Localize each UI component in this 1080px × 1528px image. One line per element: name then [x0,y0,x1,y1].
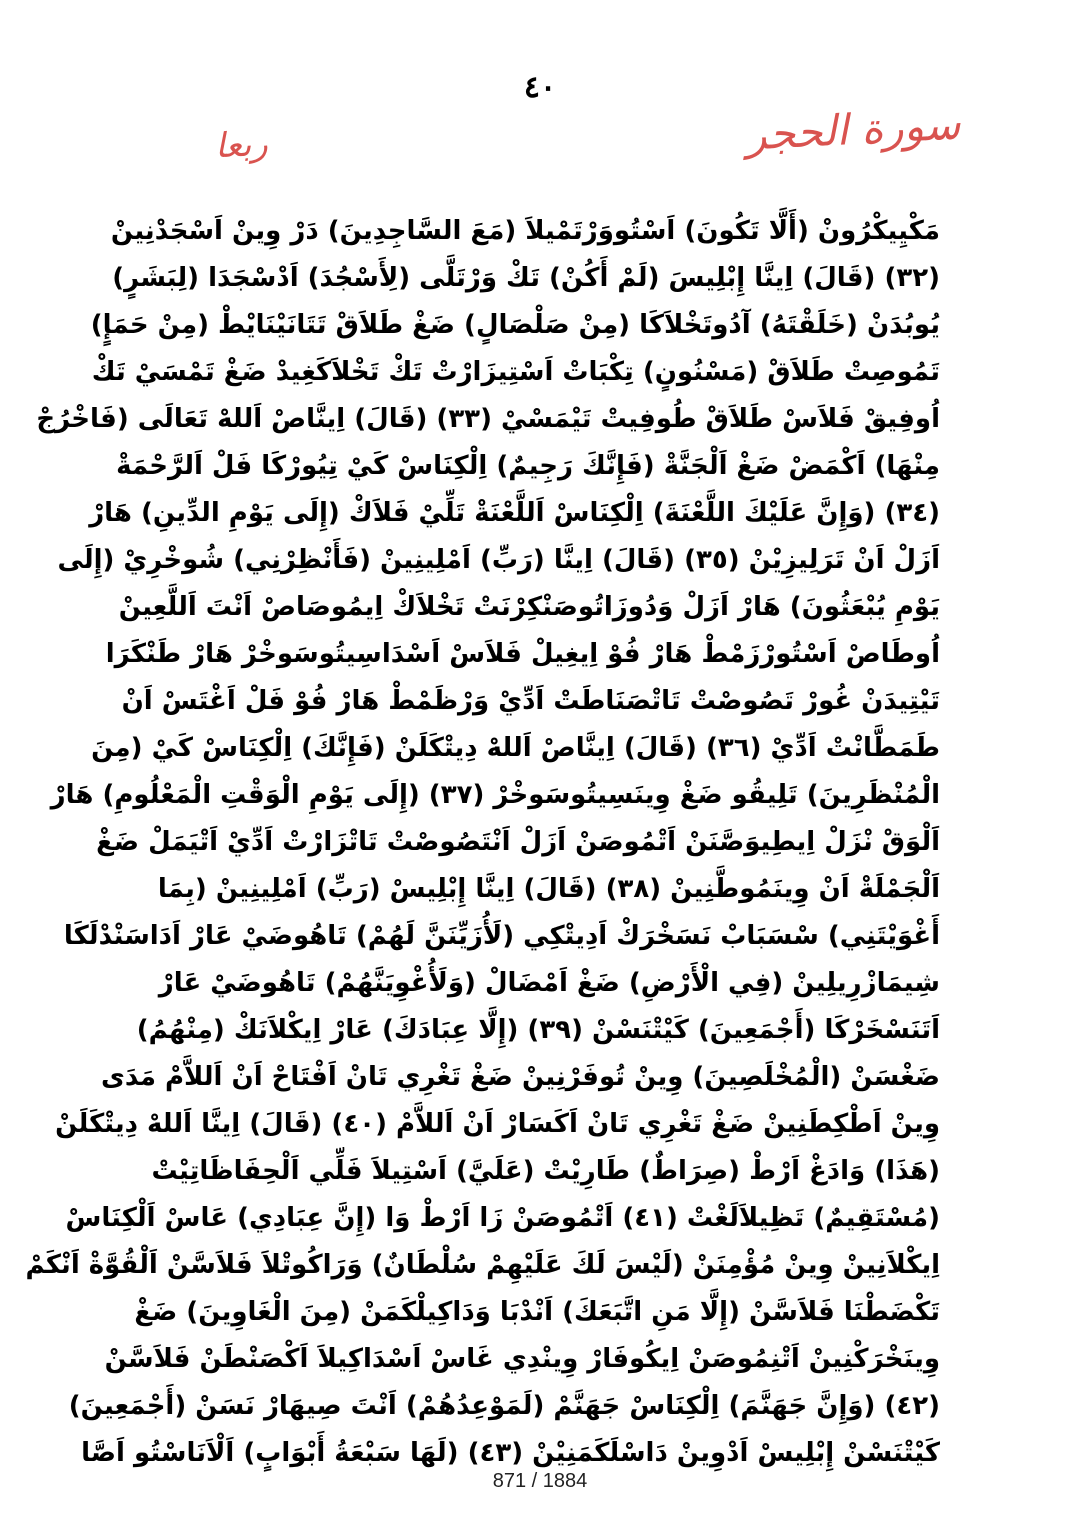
text-line: (٣٤) (وَإِنَّ عَلَيْكَ اللَّعْنَةَ) اِلْكِنَاسْ اَللَّعْنَةْ تَلِّيْ فَلاَكْ (إِلَى يَوْمِ الدِّينِ) هَارْ [89,498,940,528]
text-line: تَمُوصِتْ طَلاَقْ (مَسْنُونٍ) تِكْبَاتْ اَسْتِيزَارْتْ تَكْ تَخْلاَكَغِيدْ ضَغْ تَمْسَيْ تَكْ [91,357,940,387]
text-line: اُوفِيقْ فَلاَسْ طَلاَقْ طُوفِيتْ تَيْمَسْيْ (٣٣) (قَالَ) اِينَّاصْ اَللهْ تَعَالَى (فَاخْرُجْ [36,404,940,434]
text-line: شِيمَازْرِيلِينْ (فِي الْأَرْضِ) ضَغْ اَمْضَالْ (وَلَأُغْوِيَنَّهُمْ) تَاهُوضَيْ عَارْ [158,968,940,998]
text-line: تَكْضَطْنَا فَلاَسَّنْ (إِلَّا مَنِ اتَّبَعَكَ) اَنْدْبَا وَدَاكِيلْكَمَنْ (مِنَ الْغَاوِينَ) ضَغْ [134,1297,940,1327]
text-line: طَمَطَّانْتْ اَدِّيْ (٣٦) (قَالَ) اِينَّاصْ اَللهْ دِيتْكَلَنْ (فَإِنَّكَ) اِلْكِنَاسْ كَيْ (مِنَ [91,733,940,763]
text-line: أَغْوَيْتَنِي) سْسَبَابْ نَسَخْرَكْ اَدِيتْكِي (لَأُزَيِّنَنَّ لَهُمْ) تَاهُوضَيْ عَارْ اَدَاسَنْدْلَكَا [63,921,940,951]
text-line: كَيْتْنَسْنْ إِبْلِيسْ اَدْوِينْ دَاسْلَكَمَنِيْنْ (٤٣) (لَهَا سَبْعَةُ أَبْوَابٍ) اَلْاَنَاسْتُو اَصَّا [81,1438,940,1468]
text-line: (٣٢) (قَالَ) اِينَّا إِبْلِيسَ (لَمْ أَكُنْ) تَكْ وَرْتَلَّى (لِأَسْجُدَ) اَدْسْجَدَا (لِبَشَرٍ) [112,263,940,293]
text-line: (هَذَا) وَادَغْ اَرْطْ (صِرَاطٌ) طَارِيْتْ (عَلَيَّ) اَسْتِيلاَ فَلِّي اَلْحِفَاظَاتِيْتْ [151,1156,940,1186]
text-line: الْمُنْظَرِينَ) تَلِيقُو ضَغْ وِينَسِيتُوسَوخْرْ (٣٧) (إِلَى يَوْمِ الْوَقْتِ الْمَعْلُومِ) هَارْ [50,780,940,810]
text-line: وِينْ اَطْكِطَنِينْ ضَغْ تَغْرِي تَانْ اَكَسَارْ اَنْ اَللاَّمْ (٤٠) (قَالَ) اِينَّا اَللهْ دِيتْكَلَنْ [55,1109,940,1139]
page-number-top: ٤٠ [523,70,557,105]
text-line: مَكْيِيكْرُونْ (أَلَّا تَكُونَ) اَسْتُووَرْتَمْيلاَ (مَعَ السَّاجِدِينَ) دَرْ وِينْ اَسْجَدْنِينْ [110,216,940,246]
text-line: (٤٢) (وَإِنَّ جَهَنَّمَ) اِلْكِنَاسْ جَهَنَّمْ (لَمَوْعِدُهُمْ) اَنْتَ صِيهَارْ نَسَنْ (أَجْمَعِينَ) [68,1391,940,1421]
tafsir-text-body [25,208,940,1477]
text-line: اَلْوَقْ نْزَلْ اِيطِيوَصَّنَنْ اَتْمُوصَنْ اَزَلْ اَنْتَصُوصْتْ تَاتْزَارْتْ اَدِّيْ اَتْيَمَلْ ضَغْ [96,827,940,857]
text-line: (مُسْتَقِيمٌ) تَظِيلاَلَغْتْ (٤١) اَتْمُوصَنْ زَا اَرْطْ وَا (إِنَّ عِبَادِي) عَاسْ اَلْكِنَاسْ [65,1203,940,1233]
text-line: يُوبُدَنْ (خَلَقْتَهُ) آدُوتَخْلاَكَا (مِنْ صَلْصَالٍ) ضَغْ طَلاَقْ تَتَانَيْنَايْطْ (مِنْ حَمَإٍ) [90,310,940,340]
text-line: وِينَخْرَكْنِينْ اَتْنِمُوصَنْ اِيكُوفَارْ وِينْدِي غَاسْ اَسْدَاكِيلاَ اَكْصَنْطَنْ فَلاَسَّنْ [104,1344,940,1374]
rubu-mark-handwritten: ربعا [213,123,269,167]
text-line: اِيكْلاَنِينْ وِينْ مُؤْمِنَنْ (لَيْسَ لَكَ عَلَيْهِمْ سُلْطَانٌ) وَرَاكُوتْلاَ فَلاَسَّنْ اَلْقُوَّةْ اَنْكَمْ [25,1250,940,1280]
text-line: مِنْهَا) اَكْمَضْ ضَغْ اَلْجَنَّةْ (فَإِنَّكَ رَجِيمٌ) اِلْكِنَاسْ كَيْ تِيُورْكَا فَلْ اَلرَّحْمَةْ [116,451,940,481]
page-counter: 871 / 1884 [492,1470,588,1492]
text-line: يَوْمِ يُبْعَثُونَ) هَارْ اَزَلْ وَدُوزَاتُوصَنْكِرْنَتْ تَخْلاَكْ اِيمُوصَاصْ اَنْتَ اَللَّعِينْ [118,592,940,622]
surah-title-handwritten: سورة الحجر [744,99,962,160]
text-line: اَلْجَمْلَةْ اَنْ وِينَمُوطَّنِينْ (٣٨) (قَالَ) اِينَّا إِبْلِيسْ (رَبِّ) اَمْلِينِينْ (بِمَا [157,874,940,904]
text-line: تَيْتِيدَنْ غُورْ تَصُوصْتْ تَاتْصَنَاطَتْ اَدِّيْ وَرْظَمْطْ هَارْ فُوْ فَلْ اَغْتَسْ اَنْ [121,686,940,716]
text-line: ضَغْسَنْ (الْمُخْلَصِينَ) وِينْ تُوفَرْنِينْ ضَغْ تَغْرِي تَانْ اَفْتَاحْ اَنْ اَللاَّمْ مَدَى [101,1062,940,1092]
text-line: اُوطَاصْ اَسْتُورْزَمْطْ هَارْ فُوْ اِيغِيلْ فَلاَسْ اَسْدَاسِيتُوسَوخْرْ هَارْ طَنْكَرَا [105,639,940,669]
text-line: اَتَنَسْخَرْكَا (أَجْمَعِينَ) كَيْتْنَسْنْ (٣٩) (إِلَّا عِبَادَكَ) عَارْ اِيكْلاَنَكْ (مِنْهُمُ) [136,1015,940,1045]
text-line: اَزَلْ اَنْ تَرَلِيزِيْنْ (٣٥) (قَالَ) اِينَّا (رَبِّ) اَمْلِينِينْ (فَأَنْظِرْنِي) شُوخْرِيْ (إِلَى [57,545,940,575]
